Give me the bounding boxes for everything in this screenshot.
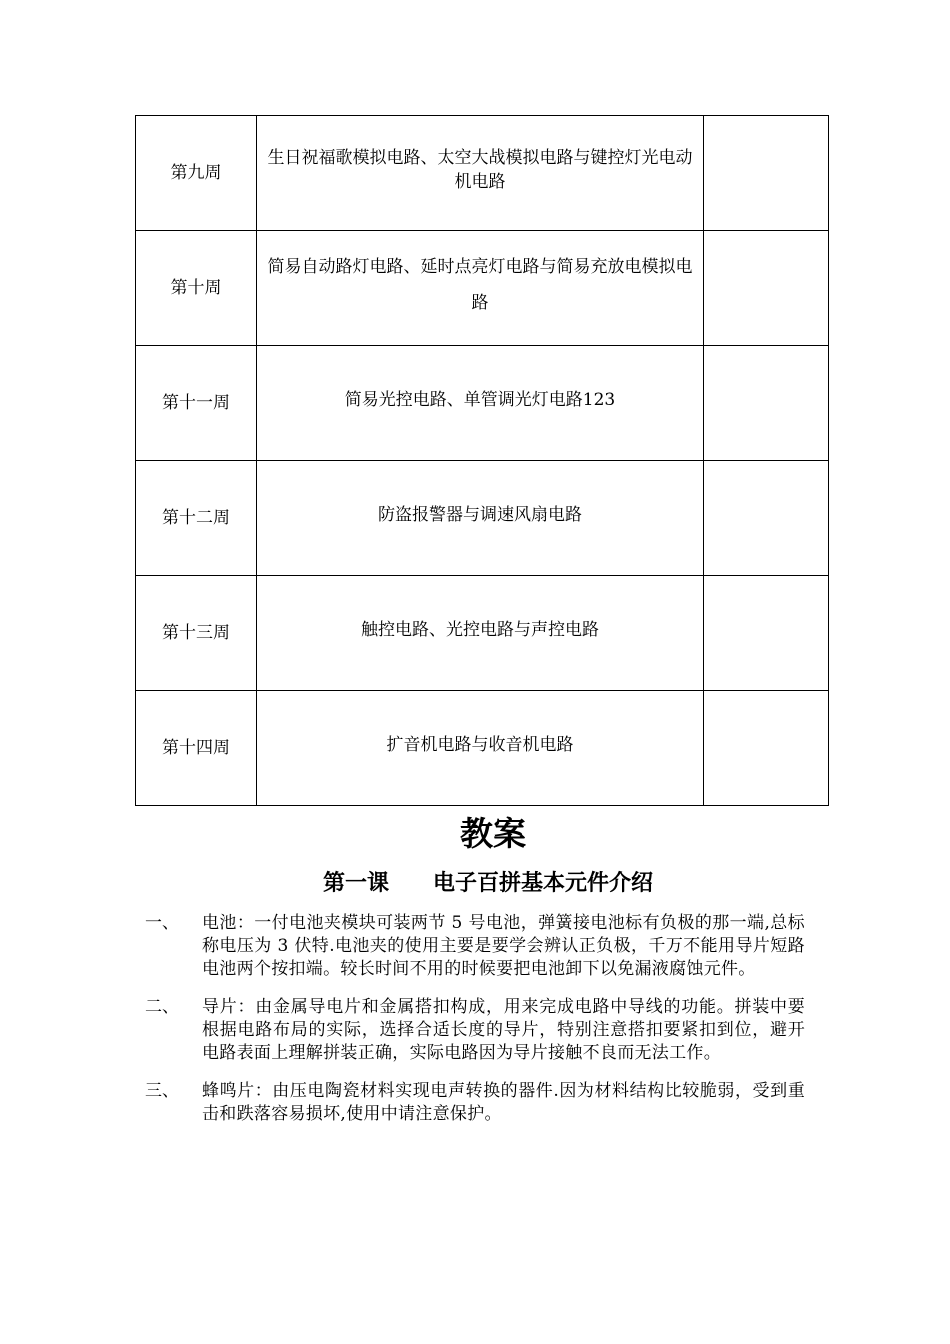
content-text: 扩音机电路与收音机电路	[386, 735, 574, 755]
week-cell: 第十三周	[136, 576, 257, 691]
content-cell	[257, 576, 704, 691]
week-cell: 第十二周	[136, 461, 257, 576]
content-cell	[257, 116, 704, 231]
table-row	[136, 116, 829, 231]
list-item	[145, 912, 805, 981]
content-text: 防盗报警器与调速风扇电路	[378, 505, 582, 525]
lesson-heading	[0, 866, 950, 900]
content-cell	[257, 691, 704, 806]
table-row	[136, 576, 829, 691]
notes-cell	[704, 461, 829, 576]
notes-cell	[704, 346, 829, 461]
table-row	[136, 461, 829, 576]
notes-cell	[704, 116, 829, 231]
document-title: 教案	[460, 814, 526, 853]
item-number: 三、	[145, 1081, 179, 1101]
item-number: 二、	[145, 997, 179, 1017]
element-list	[145, 912, 805, 1141]
lesson-number: 第一课	[322, 870, 389, 896]
content-cell	[257, 231, 704, 346]
item-number: 一、	[145, 913, 179, 933]
week-cell: 第十四周	[136, 691, 257, 806]
table-row	[136, 231, 829, 346]
notes-cell	[704, 691, 829, 806]
lesson-name: 电子百拼基本元件介绍	[433, 870, 654, 896]
item-text: 导片：由金属导电片和金属搭扣构成，用来完成电路中导线的功能。拼装中要根据电路布局的实际，选择合适长度的导片，特别注意搭扣要紧扣到位，避开电路表面上理解拼装正确，实际电路因为导片接触不良而无法工作。	[202, 997, 805, 1063]
content-cell	[257, 461, 704, 576]
notes-cell	[704, 576, 829, 691]
table-row	[136, 691, 829, 806]
list-item	[145, 1080, 805, 1126]
content-text: 简易自动路灯电路、延时点亮灯电路与简易充放电模拟电路	[267, 257, 693, 313]
notes-cell	[704, 231, 829, 346]
week-cell: 第九周	[136, 116, 257, 231]
content-text: 简易光控电路、单管调光灯电路123	[344, 390, 616, 410]
table-row	[136, 346, 829, 461]
week-cell: 第十周	[136, 231, 257, 346]
list-item	[145, 996, 805, 1065]
schedule-table	[135, 115, 829, 806]
item-text: 蜂鸣片：由压电陶瓷材料实现电声转换的器件.因为材料结构比较脆弱，受到重击和跌落容易损坏,使用中请注意保护。	[202, 1081, 805, 1124]
content-cell	[257, 346, 704, 461]
week-cell: 第十一周	[136, 346, 257, 461]
item-text: 电池：一付电池夹模块可装两节 5 号电池，弹簧接电池标有负极的那一端,总标称电压为 3 伏特.电池夹的使用主要是要学会辨认正负极，千万不能用导片短路电池两个按扣端。较长时间不用的时候要把电池卸下以免漏液腐蚀元件。	[202, 913, 805, 979]
content-text: 触控电路、光控电路与声控电路	[361, 620, 599, 640]
content-text: 生日祝福歌模拟电路、太空大战模拟电路与键控灯光电动机电路	[267, 148, 693, 192]
